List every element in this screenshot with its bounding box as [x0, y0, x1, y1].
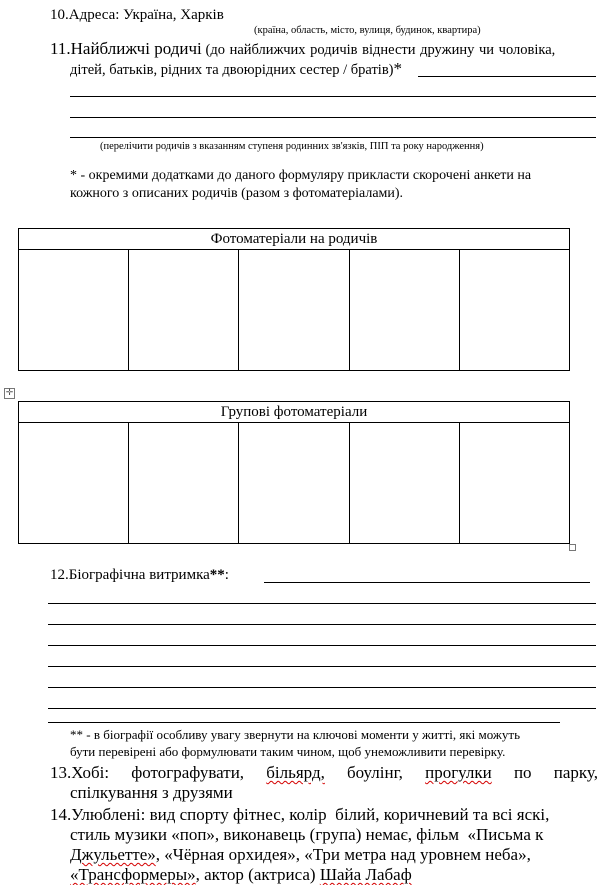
- relatives-photo-cell-4[interactable]: [349, 250, 459, 371]
- item-13-word-7: парку,: [553, 763, 598, 782]
- item-12-stars: **: [209, 567, 225, 583]
- item-12-fill-line-5[interactable]: [48, 687, 596, 688]
- item-14-line-4: [70, 865, 412, 885]
- item-11-fill-line-1[interactable]: [70, 96, 596, 97]
- item-13-word-2: фотографувати,: [131, 763, 245, 782]
- item-14-film-1: «Письма к: [467, 825, 544, 844]
- relatives-photo-cell-1[interactable]: [19, 250, 129, 371]
- item-13-line-1: [50, 763, 598, 783]
- group-photo-table: [18, 401, 570, 544]
- item-10-address: 10.Адреса: Україна, Харків: [50, 7, 224, 23]
- item-14-line-1: [50, 805, 549, 825]
- item-11-line-1: [50, 40, 555, 59]
- group-photo-cell-4[interactable]: [349, 423, 459, 544]
- item-12-fill-line-0[interactable]: [264, 582, 590, 583]
- item-12-note-1: ** - в біографії особливу увагу звернути на ключові моменти у житті, які можуть: [70, 727, 521, 742]
- item-13-word-4: боулінг,: [347, 763, 403, 782]
- item-11-note-1: * - окремими додатками до даного формуляру прикласти скорочені анкети на: [70, 168, 532, 183]
- relatives-photo-table: [18, 228, 570, 371]
- item-14-line-2: [70, 825, 543, 845]
- item-13-line-2: спілкування з друзями: [70, 783, 233, 802]
- item-13-word-3: більярд,: [266, 763, 325, 782]
- relatives-photo-title: Фотоматеріали на родичів: [19, 229, 570, 250]
- item-14-film-1-end: Джульетте»: [70, 845, 156, 864]
- item-11-label: 11.Найближчі родичі: [50, 39, 202, 58]
- item-11-fill-line-3[interactable]: [70, 137, 596, 138]
- item-14-text-2: стиль музики «поп», виконавець (група) немає, фільм: [70, 825, 459, 844]
- item-12-fill-line-4[interactable]: [48, 666, 596, 667]
- item-11-paren-1: (до найближчих родичів віднести дружину чи чоловіка,: [205, 42, 556, 58]
- item-11-star: *: [393, 59, 403, 78]
- relatives-photo-cell-2[interactable]: [129, 250, 239, 371]
- group-photo-cell-3[interactable]: [239, 423, 349, 544]
- item-12-label: 12.Біографічна витримка: [50, 567, 210, 583]
- item-14-line-3: [70, 845, 531, 865]
- item-11-hint: (перелічити родичів з вказанням ступеня родинних зв'язків, ПІП та року народження): [100, 141, 484, 152]
- item-13-word-1: 13.Хобі:: [50, 763, 110, 782]
- item-12-fill-line-7[interactable]: [48, 722, 560, 723]
- item-14-text-1a: 14.Улюблені: вид спорту фітнес, колір: [50, 805, 327, 824]
- item-14-text-3: , «Чёрная орхидея», «Три метра над уровнем неба»,: [155, 845, 531, 864]
- item-11-paren-2: дітей, батьків, рідних та двоюрідних сестер / братів): [70, 62, 394, 78]
- item-12-fill-line-1[interactable]: [48, 603, 596, 604]
- group-photo-cell-1[interactable]: [19, 423, 129, 544]
- item-12-line: [50, 566, 229, 584]
- group-photo-title: Групові фотоматеріали: [19, 402, 570, 423]
- group-photo-cell-2[interactable]: [129, 423, 239, 544]
- relatives-photo-cell-5[interactable]: [459, 250, 569, 371]
- item-12-colon: :: [224, 567, 229, 583]
- item-12-note-2: бути перевірені або формулювати таким чином, щоб унеможливити перевірку.: [70, 744, 506, 759]
- item-12-fill-line-2[interactable]: [48, 624, 596, 625]
- item-11-fill-line-0[interactable]: [418, 76, 596, 77]
- table-resize-handle[interactable]: [569, 544, 576, 551]
- item-11-fill-line-2[interactable]: [70, 117, 596, 118]
- item-13-word-6: по: [513, 763, 532, 782]
- item-13-word-5: прогулки: [425, 763, 492, 782]
- item-10-hint: (країна, область, місто, вулиця, будинок, квартира): [254, 25, 481, 36]
- item-14-film-4: «Трансформеры»: [70, 865, 196, 884]
- group-photo-cell-5[interactable]: [459, 423, 569, 544]
- table-move-handle-icon[interactable]: ✛: [5, 388, 14, 398]
- item-12-fill-line-3[interactable]: [48, 645, 596, 646]
- item-14-text-1b: білий, коричневий та всі яскі,: [335, 805, 550, 824]
- item-14-actor: Шайа Лабаф: [319, 865, 412, 884]
- relatives-photo-cell-3[interactable]: [239, 250, 349, 371]
- item-11-line-2: [70, 60, 402, 79]
- item-12-fill-line-6[interactable]: [48, 708, 596, 709]
- item-11-note-2: кожного з описаних родичів (разом з фотоматеріалами).: [70, 186, 404, 201]
- item-14-text-4: , актор (актриса): [195, 865, 316, 884]
